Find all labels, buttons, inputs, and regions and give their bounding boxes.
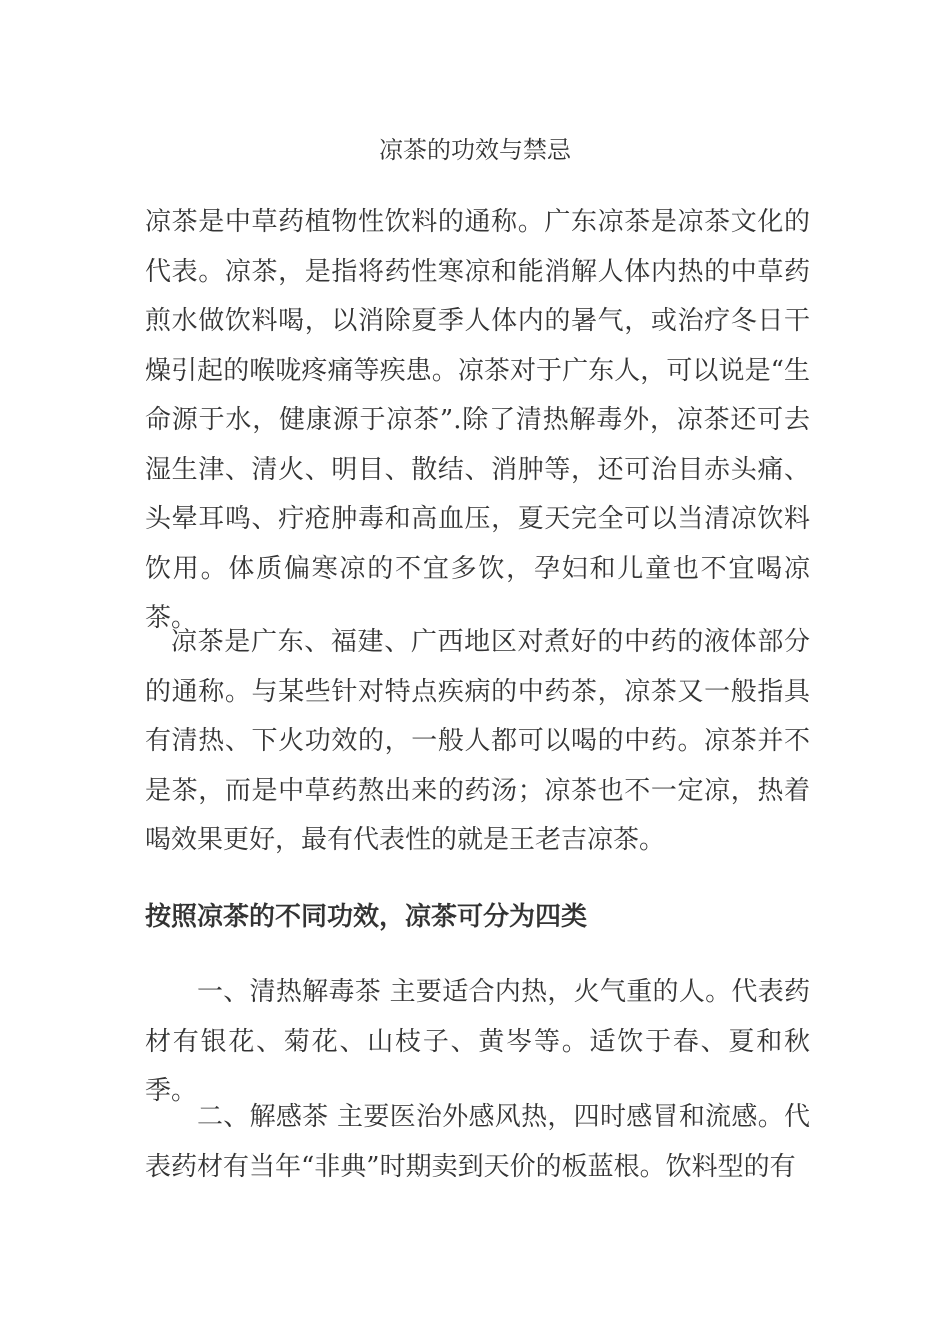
- list-item-heat-clearing-tea: 一、清热解毒茶 主要适合内热，火气重的人。代表药材有银花、菊花、山枝子、黄岑等。适饮于春、夏和秋季。: [145, 977, 810, 1106]
- paragraph-intro: 凉茶是中草药植物性饮料的通称。广东凉茶是凉茶文化的代表。凉茶，是指将药性寒凉和能消解人体内热的中草药煎水做饮料喝，以消除夏季人体内的暑气，或治疗冬日干燥引起的喉咙疼痛等疾患。凉茶对于广东人，可以说是“生命源于水，健康源于凉茶”.除了清热解毒外，凉茶还可去湿生津、清火、明目、散结、消肿等，还可治目赤头痛、头晕耳鸣、疔疮肿毒和高血压，夏天完全可以当清凉饮料饮用。体质偏寒凉的不宜多饮，孕妇和儿童也不宜喝凉茶。: [145, 207, 810, 633]
- document-title: 凉茶的功效与禁忌: [379, 136, 571, 164]
- list-item-cold-relief-tea: 二、解感茶 主要医治外感风热，四时感冒和流感。代表药材有当年“非典”时期卖到天价的板蓝根。饮料型的有: [145, 1102, 810, 1182]
- section-heading: 按照凉茶的不同功效，凉茶可分为四类: [145, 902, 588, 932]
- paragraph-definition: 凉茶是广东、福建、广西地区对煮好的中药的液体部分的通称。与某些针对特点疾病的中药茶，凉茶又一般指具有清热、下火功效的，一般人都可以喝的中药。凉茶并不是茶，而是中草药熬出来的药汤；凉茶也不一定凉，热着喝效果更好，最有代表性的就是王老吉凉茶。: [145, 627, 810, 855]
